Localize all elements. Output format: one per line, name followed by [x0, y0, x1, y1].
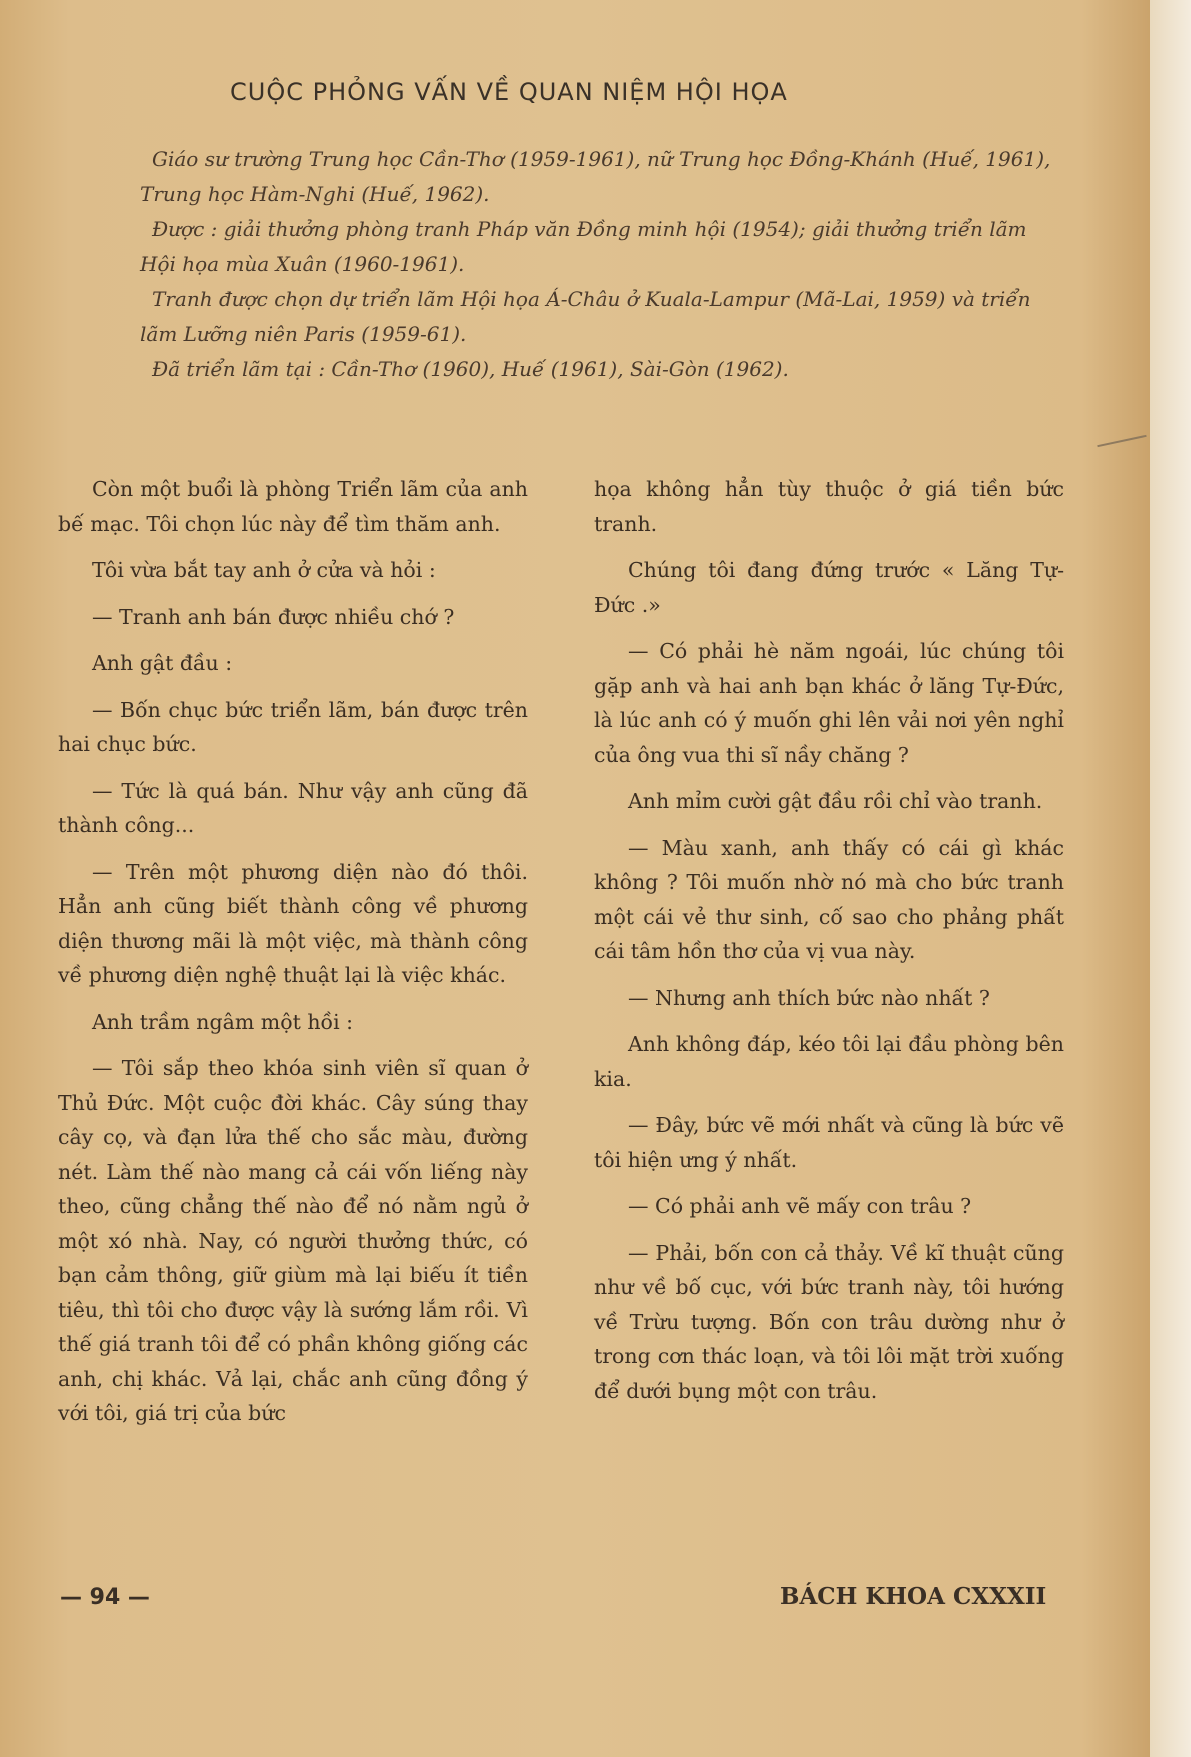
paragraph: — Màu xanh, anh thấy có cái gì khác không ? Tôi muốn nhờ nó mà cho bức tranh một cái vẻ thư sinh, cố sao cho phảng phất cái tâm hồn thơ của vị vua này.	[594, 835, 1064, 963]
paragraph: Anh không đáp, kéo tôi lại đầu phòng bên kia.	[594, 1032, 1064, 1091]
paragraph: Anh gật đầu :	[92, 651, 233, 675]
right-column	[594, 472, 1064, 1420]
artist-bio	[140, 142, 1060, 387]
paragraph: Tôi vừa bắt tay anh ở cửa và hỏi :	[92, 558, 436, 582]
paragraph: — Có phải anh vẽ mấy con trâu ?	[628, 1194, 972, 1218]
bio-line: Đã triển lãm tại : Cần-Thơ (1960), Huế (1961), Sài-Gòn (1962).	[152, 357, 789, 381]
page-number: — 94 —	[60, 1585, 150, 1610]
paragraph: — Trên một phương diện nào đó thôi. Hẳn anh cũng biết thành công về phương diện thương mãi là một việc, mà thành công về phương diện nghệ thuật lại là việc khác.	[58, 859, 528, 987]
paragraph: — Tôi sắp theo khóa sinh viên sĩ quan ở Thủ Đức. Một cuộc đời khác. Cây súng thay cây cọ, và đạn lửa thế cho sắc màu, đường nét. Làm thế nào mang cả cái vốn liếng này theo, cũng chẳng thế nào để nó nằm ngủ ở một xó nhà. Nay, có người thưởng thức, có bạn cảm thông, giữ giùm mà lại biếu ít tiền tiêu, thì tôi cho được vậy là sướng lắm rồi. Vì thế giá tranh tôi để có phần không giống các anh, chị khác. Vả lại, chắc anh cũng đồng ý với tôi, giá trị của bức	[58, 1056, 528, 1425]
paragraph: — Đây, bức vẽ mới nhất và cũng là bức vẽ tôi hiện ưng ý nhất.	[594, 1113, 1064, 1172]
paragraph: — Tranh anh bán được nhiều chớ ?	[92, 604, 455, 629]
paragraph: Chúng tôi đang đứng trước « Lăng Tự-Đức .»	[594, 558, 1064, 617]
article-title: CUỘC PHỎNG VẤN VỀ QUAN NIỆM HỘI HỌA	[230, 78, 788, 106]
paragraph: Anh trầm ngâm một hồi :	[92, 1009, 354, 1034]
paragraph: Còn một buổi là phòng Triển lãm của anh bế mạc. Tôi chọn lúc này để tìm thăm anh.	[58, 477, 528, 536]
paragraph: — Có phải hè năm ngoái, lúc chúng tôi gặp anh và hai anh bạn khác ở lăng Tự-Đức, là lúc anh có ý muốn ghi lên vải nơi yên nghỉ của ông vua thi sĩ nầy chăng ?	[594, 639, 1064, 767]
bio-line: Giáo sư trường Trung học Cần-Thơ (1959-1961), nữ Trung học Đồng-Khánh (Huế, 1961), Trung học Hàm-Nghi (Huế, 1962).	[140, 147, 1051, 206]
paragraph: — Tức là quá bán. Như vậy anh cũng đã thành công...	[58, 778, 528, 837]
bio-line: Được : giải thưởng phòng tranh Pháp văn Đồng minh hội (1954); giải thưởng triển lãm Hội họa mùa Xuân (1960-1961).	[140, 217, 1027, 276]
bio-line: Tranh được chọn dự triển lãm Hội họa Á-Châu ở Kuala-Lampur (Mã-Lai, 1959) và triển lãm Lưỡng niên Paris (1959-61).	[140, 287, 1031, 346]
paragraph: họa không hẳn tùy thuộc ở giá tiền bức tranh.	[594, 477, 1064, 536]
publication-name: BÁCH KHOA CXXXII	[780, 1583, 1047, 1610]
paragraph: — Phải, bốn con cả thảy. Về kĩ thuật cũng như về bố cục, với bức tranh này, tôi hướng về Trừu tượng. Bốn con trâu dường như ở trong cơn thác loạn, và tôi lôi mặt trời xuống để dưới bụng một con trâu.	[594, 1240, 1064, 1403]
paragraph: Anh mỉm cười gật đầu rồi chỉ vào tranh.	[628, 789, 1043, 813]
page-edge	[1150, 0, 1191, 1757]
paragraph: — Nhưng anh thích bức nào nhất ?	[628, 985, 990, 1010]
paragraph: — Bốn chục bức triển lãm, bán được trên hai chục bức.	[58, 697, 528, 756]
left-column	[58, 472, 528, 1443]
